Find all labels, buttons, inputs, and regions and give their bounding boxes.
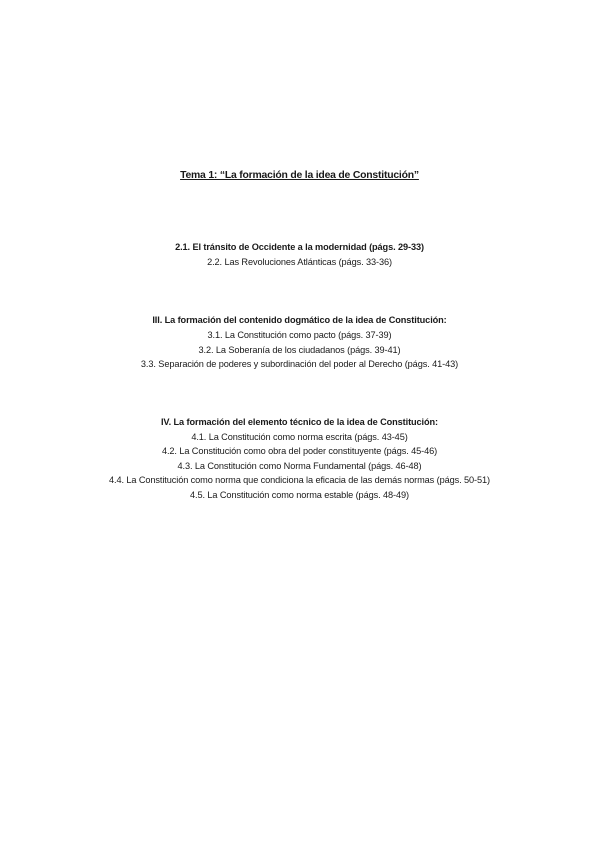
section-item: 3.2. La Soberanía de los ciudadanos (págs. 39-41) xyxy=(198,345,401,355)
section-heading: IV. La formación del elemento técnico de la idea de Constitución: xyxy=(160,417,438,427)
section-item: 4.2. La Constitución como obra del poder constituyente (págs. 45-46) xyxy=(161,446,438,456)
section-item: 2.2. Las Revoluciones Atlánticas (págs. 33-36) xyxy=(207,257,392,267)
section-item: 3.3. Separación de poderes y subordinación del poder al Derecho (págs. 41-43) xyxy=(140,359,459,369)
section-item: 4.1. La Constitución como norma escrita (págs. 43-45) xyxy=(191,432,408,442)
section-item: 3.1. La Constitución como pacto (págs. 37-39) xyxy=(207,330,392,340)
document-title: Tema 1: “La formación de la idea de Constitución” xyxy=(180,170,419,181)
section-item: 4.3. La Constitución como Norma Fundamental (págs. 46-48) xyxy=(177,461,422,471)
section-item: 4.5. La Constitución como norma estable (págs. 48-49) xyxy=(190,490,409,500)
section-item: 4.4. La Constitución como norma que condiciona la eficacia de las demás normas (págs. 50-51) xyxy=(109,475,490,485)
section-heading: 2.1. El tránsito de Occidente a la modernidad (págs. 29-33) xyxy=(175,242,424,252)
section-heading: III. La formación del contenido dogmático de la idea de Constitución: xyxy=(152,315,447,325)
